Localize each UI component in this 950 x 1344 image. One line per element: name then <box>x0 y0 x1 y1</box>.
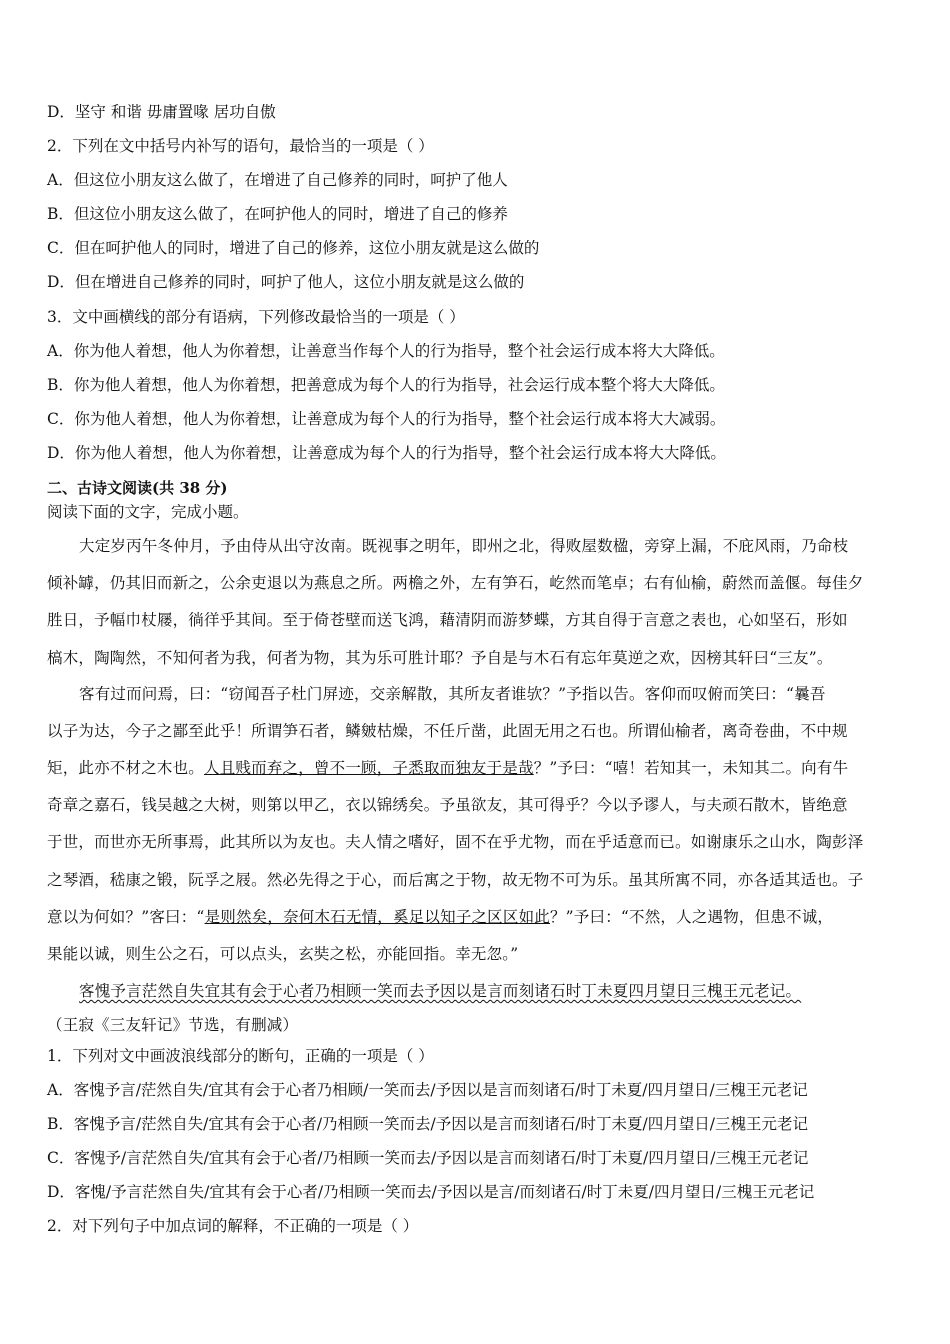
passage-line: 胜日，予幅巾杖屦，徜徉乎其间。至于倚苍壁而送飞鸿，藉清阴而游梦蝶，方其自得于言意之表也，心如坚石，形如 <box>47 611 848 629</box>
passage-line: 大定岁丙午冬仲月，予由侍从出守汝南。既视事之明年，即州之北，得败屋数楹，旁穿上漏，不庇风雨，乃命枝 <box>79 537 849 555</box>
q2-stem: 2．下列在文中括号内补写的语句，最恰当的一项是（ ） <box>47 137 434 155</box>
underlined-sentence-1: 人且贱而弃之，曾不一顾，子悉取而独友于是哉 <box>204 759 534 777</box>
q2-option-b: B．但这位小朋友这么做了，在呵护他人的同时，增进了自己的修养 <box>47 205 508 223</box>
passage-text: 意以为何如？”客曰：“ <box>47 908 205 926</box>
q1-option-d: D．坚守 和谐 毋庸置喙 居功自傲 <box>47 103 276 121</box>
underlined-sentence-2: 是则然矣，奈何木石无情，奚足以知子之区区如此 <box>204 908 550 926</box>
q4-option-d: D．客愧/予言茫然自失/宜其有会于心者/乃相顾一笑而去/予因以是言/而刻诸石/时丁未夏/四月望日/三槐王元老记 <box>47 1183 815 1201</box>
q3-stem: 3．文中画横线的部分有语病，下列修改最恰当的一项是（ ） <box>47 308 465 326</box>
q3-option-d: D．你为他人着想，他人为你着想，让善意成为每个人的行为指导，整个社会运行成本将大大降低。 <box>47 444 726 462</box>
q5-stem: 2．对下列句子中加点词的解释，不正确的一项是（ ） <box>47 1217 419 1235</box>
q4-option-c: C．客愧予/言茫然自失/宜其有会于心者/乃相顾一笑而去/予因以是言而刻诸石/时丁未夏/四月望日/三槐王元老记 <box>47 1149 809 1167</box>
passage-line: 倾补罅，仍其旧而新之，公余吏退以为燕息之所。两檐之外，左有笋石，屹然而笔卓；右有仙榆，蔚然而盖偃。每佳夕 <box>47 574 864 592</box>
q3-option-c: C．你为他人着想，他人为你着想，让善意成为每个人的行为指导，整个社会运行成本将大大减弱。 <box>47 410 726 428</box>
wavy-underlined-passage: 客愧予言茫然自失宜其有会于心者乃相顾一笑而去予因以是言而刻诸石时丁未夏四月望日三槐王元老记。 <box>79 982 802 1000</box>
q2-option-c: C．但在呵护他人的同时，增进了自己的修养，这位小朋友就是这么做的 <box>47 239 540 257</box>
q2-option-a: A．但这位小朋友这么做了，在增进了自己修养的同时，呵护了他人 <box>47 171 508 189</box>
passage-text: 矩，此亦不材之木也。 <box>47 759 205 777</box>
q4-stem: 1．下列对文中画波浪线部分的断句，正确的一项是（ ） <box>47 1047 434 1065</box>
q4-option-a: A．客愧予言/茫然自失/宜其有会于心者乃相顾/一笑而去/予因以是言而刻诸石/时丁未夏/四月望日/三槐王元老记 <box>47 1081 808 1099</box>
passage-text: ？”予曰：“嘻！若知其一，未知其二。向有牛 <box>533 759 849 777</box>
q2-option-d: D．但在增进自己修养的同时，呵护了他人，这位小朋友就是这么做的 <box>47 273 525 291</box>
passage-line: 果能以诚，则生公之石，可以点头，玄奘之松，亦能回指。幸无忽。” <box>47 945 519 963</box>
q3-option-a: A．你为他人着想，他人为你着想，让善意当作每个人的行为指导，整个社会运行成本将大大降低。 <box>47 342 725 360</box>
passage-line: 于世，而世亦无所事焉，此其所以为友也。夫人情之嗜好，固不在乎尤物，而在乎适意而已。如谢康乐之山水，陶彭泽 <box>47 833 864 851</box>
passage-line: 以子为达，今子之鄙至此乎！所谓笋石者，鳞皴枯燥，不任斤凿，此固无用之石也。所谓仙榆者，离奇卷曲，不中规 <box>47 722 848 740</box>
passage-line <box>47 907 833 927</box>
passage-line: 奇章之嘉石，钱吴越之大树，则第以甲乙，衣以锦绣矣。予虽欲友，其可得乎？今以予谬人，与夫顽石散木，皆绝意 <box>47 796 848 814</box>
passage-source: （王寂《三友轩记》节选，有删减） <box>47 1016 299 1034</box>
passage-line: 槁木，陶陶然，不知何者为我，何者为物，其为乐可胜计耶？予自是与木石有忘年莫逆之欢，因榜其轩曰“三友”。 <box>47 649 833 667</box>
reading-instruction: 阅读下面的文字，完成小题。 <box>47 503 249 521</box>
section-heading: 二、古诗文阅读(共 38 分) <box>47 479 228 497</box>
passage-line <box>47 758 848 778</box>
passage-text: ？”予曰：“不然，人之遇物，但患不诚， <box>549 908 834 926</box>
q4-option-b: B．客愧予言/茫然自失/宜其有会于心者/乃相顾一笑而去/予因以是言而刻诸石/时丁未夏/四月望日/三槐王元老记 <box>47 1115 808 1133</box>
passage-line: 之琴酒，嵇康之锻，阮孚之屐。然必先得之于心，而后寓之于物，故无物不可为乐。虽其所寓不同，亦各适其适也。子 <box>47 871 864 889</box>
q3-option-b: B．你为他人着想，他人为你着想，把善意成为每个人的行为指导，社会运行成本整个将大大降低。 <box>47 376 725 394</box>
passage-line: 客有过而问焉，曰：“窃闻吾子杜门屏迹，交亲解散，其所友者谁欤？”予指以告。客仰而叹俯而笑曰：“曩吾 <box>79 685 826 703</box>
